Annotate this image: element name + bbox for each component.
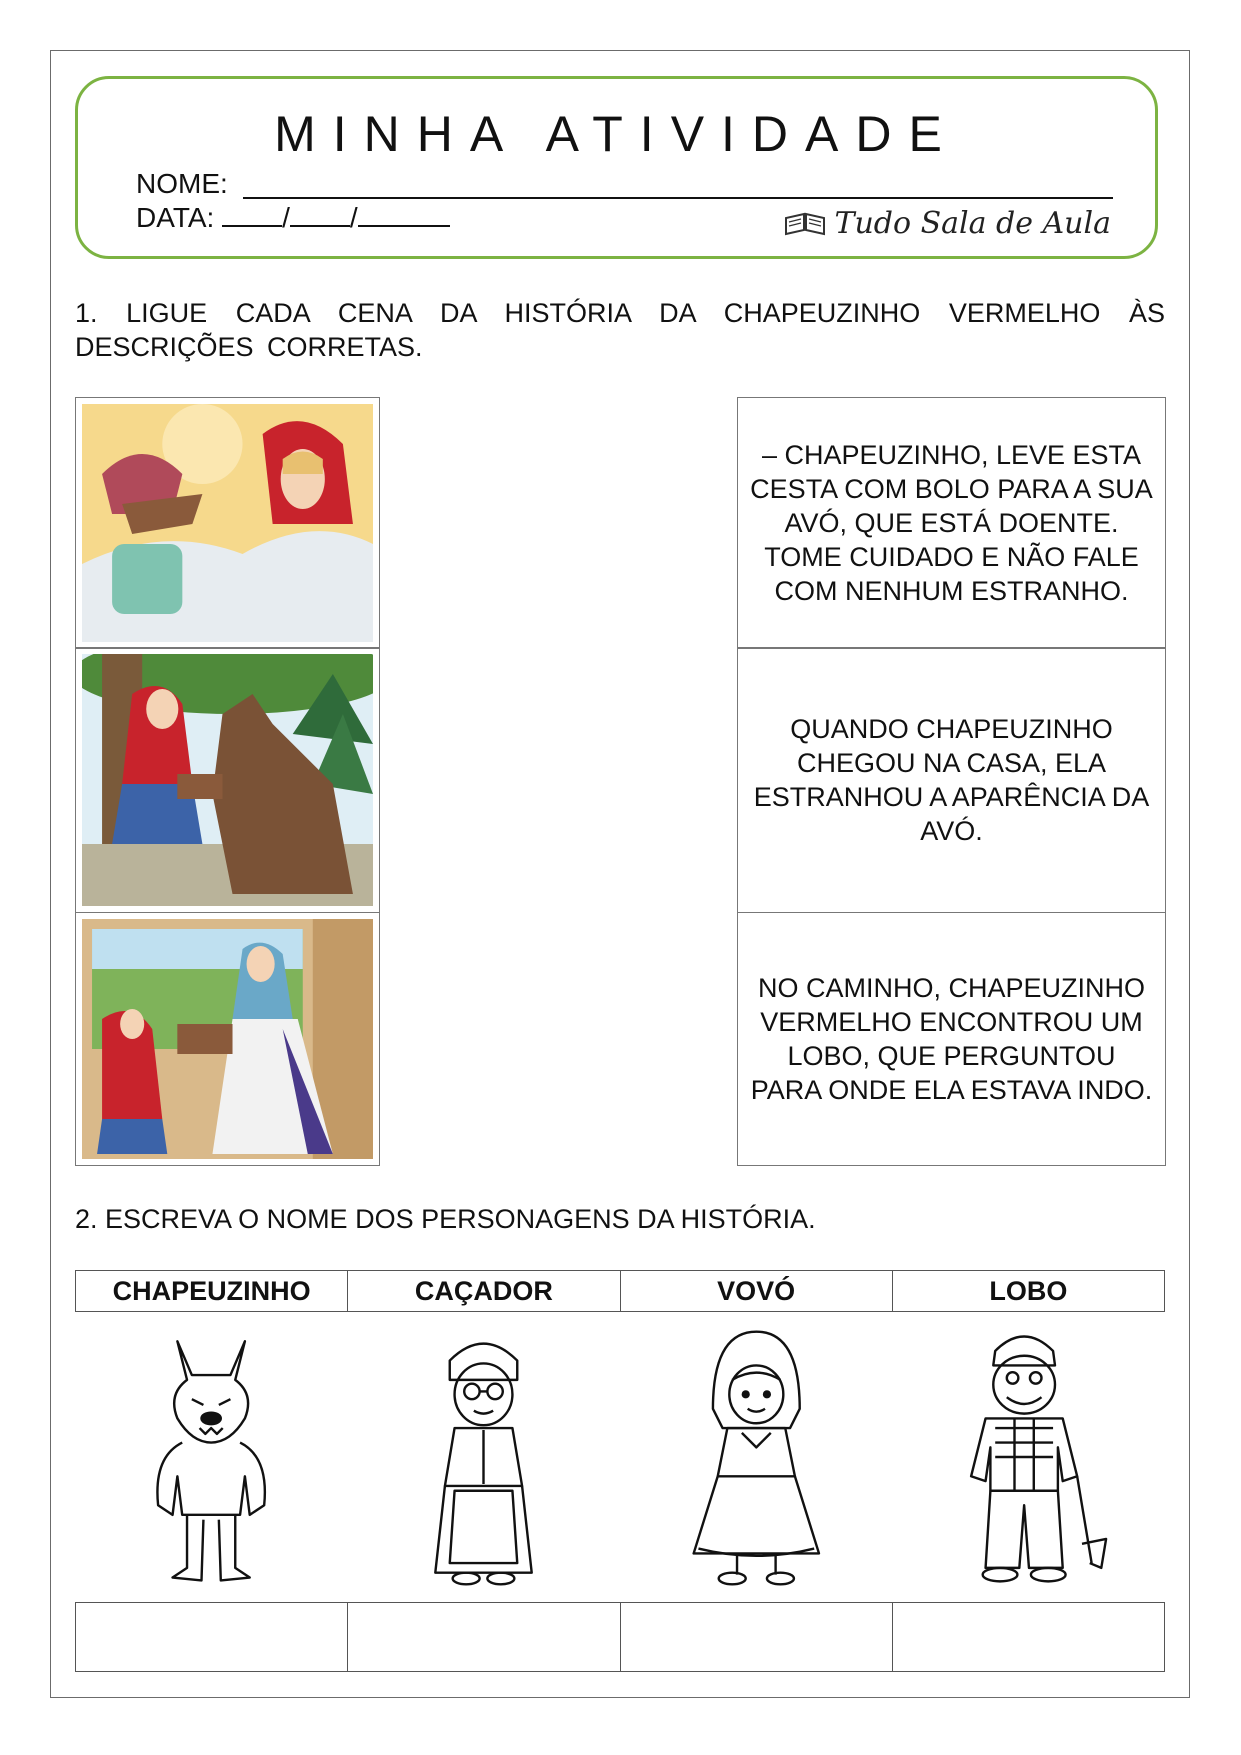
- names-table: [75, 1270, 1165, 1312]
- red-riding-hood-icon: [684, 1322, 829, 1592]
- name-option-cacador[interactable]: CAÇADOR: [348, 1271, 620, 1312]
- answer-box-2[interactable]: [348, 1603, 620, 1672]
- scene-column: [75, 398, 380, 1166]
- answer-table: [75, 1602, 1165, 1672]
- brand-logo: [784, 206, 1111, 241]
- character-4: [893, 1318, 1166, 1596]
- grandmother-icon: [416, 1322, 551, 1592]
- date-month-blank[interactable]: [290, 205, 350, 227]
- characters-row: [75, 1318, 1165, 1596]
- answer-box-4[interactable]: [892, 1603, 1164, 1672]
- name-option-lobo[interactable]: LOBO: [892, 1271, 1164, 1312]
- name-field: [136, 168, 228, 200]
- scene-1[interactable]: [75, 397, 380, 649]
- answer-box-1[interactable]: [76, 1603, 348, 1672]
- question-1: 1. LIGUE CADA CENA DA HISTÓRIA DA CHAPEUZINHO VERMELHO ÀS DESCRIÇÕES CORRETAS.: [75, 298, 1165, 362]
- name-input-line[interactable]: [243, 197, 1113, 199]
- description-1[interactable]: – CHAPEUZINHO, LEVE ESTA CESTA COM BOLO PARA A SUA AVÓ, QUE ESTÁ DOENTE. TOME CUIDADO E NÃO FALE COM NENHUM ESTRANHO.: [737, 397, 1166, 649]
- date-day-blank[interactable]: [222, 205, 282, 227]
- answer-box-3[interactable]: [620, 1603, 892, 1672]
- date-field: [136, 202, 450, 234]
- description-3[interactable]: NO CAMINHO, CHAPEUZINHO VERMELHO ENCONTROU UM LOBO, QUE PERGUNTOU PARA ONDE ELA ESTAVA INDO.: [737, 912, 1166, 1166]
- name-option-vovo[interactable]: VOVÓ: [620, 1271, 892, 1312]
- book-icon: [784, 210, 826, 238]
- character-1: [75, 1318, 348, 1596]
- description-column: [737, 398, 1166, 1166]
- wolf-meets-girl-forest-scene: [82, 654, 373, 906]
- date-year-blank[interactable]: [358, 205, 450, 227]
- date-separator: /: [282, 202, 290, 233]
- page-title: MINHA ATIVIDADE: [274, 106, 959, 162]
- mother-gives-basket-scene: [82, 919, 373, 1159]
- brand-name: Tudo Sala de Aula: [834, 206, 1111, 241]
- description-2[interactable]: QUANDO CHAPEUZINHO CHEGOU NA CASA, ELA ESTRANHOU A APARÊNCIA DA AVÓ.: [737, 647, 1166, 913]
- name-label: NOME:: [136, 168, 228, 199]
- date-label: DATA:: [136, 202, 215, 233]
- name-option-chapeuzinho[interactable]: CHAPEUZINHO: [76, 1271, 348, 1312]
- hunter-icon: [947, 1322, 1111, 1592]
- scene-2[interactable]: [75, 647, 380, 913]
- character-3: [620, 1318, 893, 1596]
- date-separator: /: [349, 202, 358, 233]
- question-2: 2. ESCREVA O NOME DOS PERSONAGENS DA HISTÓRIA.: [75, 1204, 816, 1234]
- scene-3[interactable]: [75, 912, 380, 1166]
- wolf-in-bed-scene: [82, 404, 373, 642]
- header-box: [75, 76, 1158, 259]
- wolf-icon: [134, 1322, 288, 1592]
- character-2: [348, 1318, 621, 1596]
